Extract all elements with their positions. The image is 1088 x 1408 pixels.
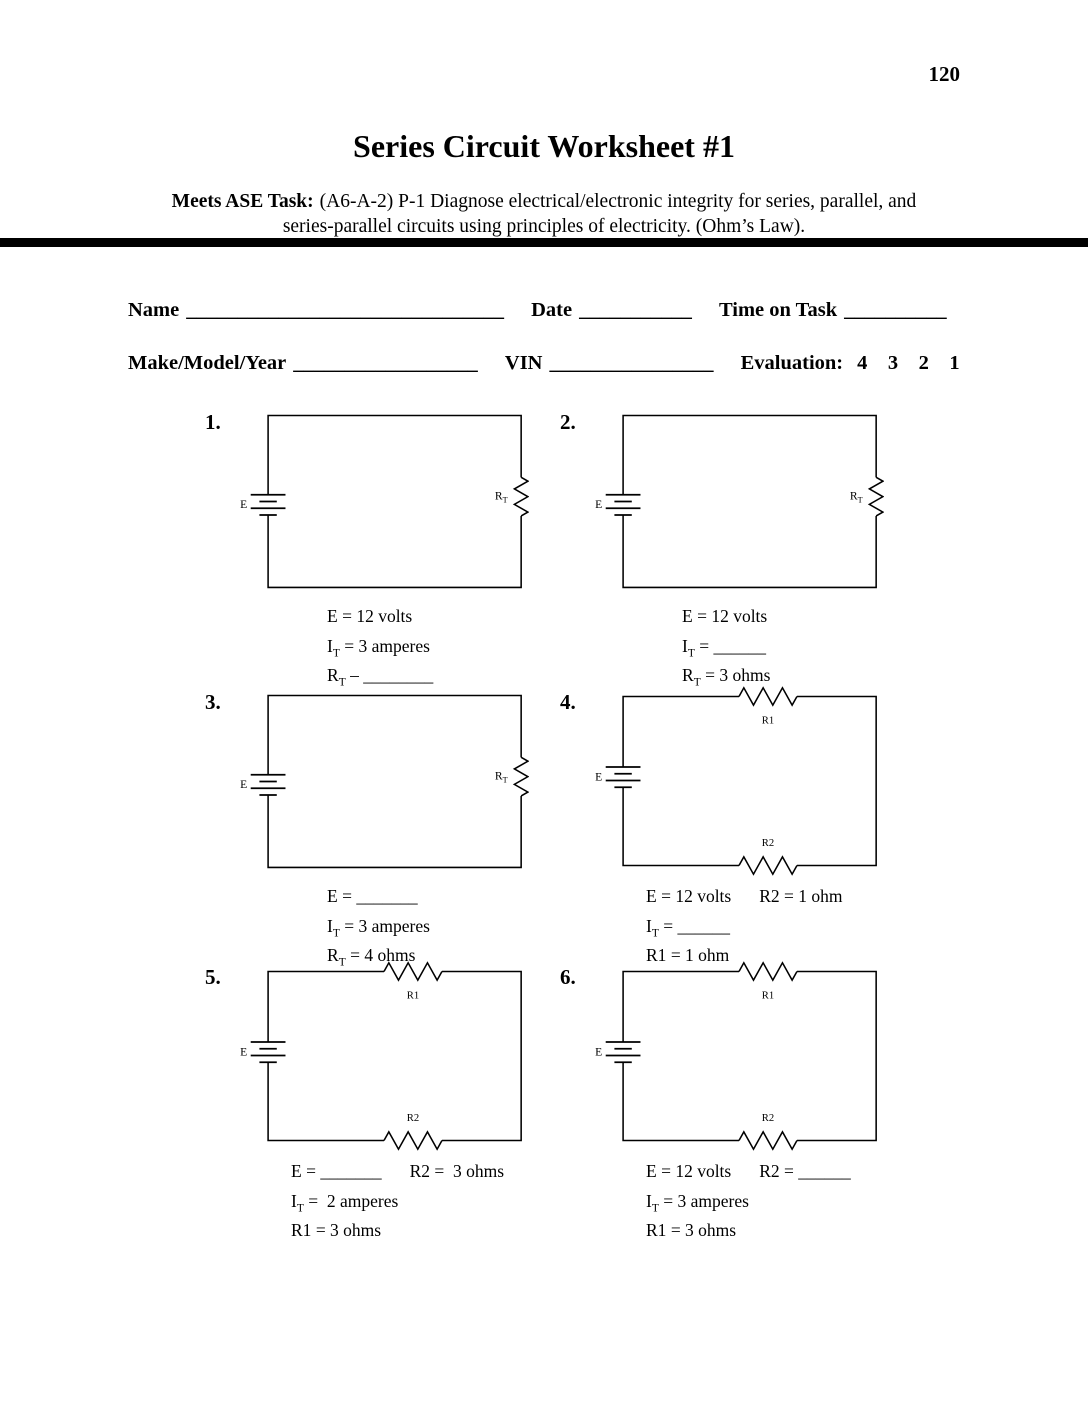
circuit-wire	[268, 696, 521, 868]
resistor-r2-label: R2	[406, 1113, 420, 1125]
circuit-3-diagram	[239, 682, 529, 880]
given-sub: T	[296, 1202, 304, 1214]
given-pre: R	[327, 945, 339, 965]
ase-task-line-1	[0, 189, 1088, 214]
given-pre: E	[327, 886, 338, 906]
circuit-2-givens	[682, 605, 915, 694]
resistor-r2-symbol	[739, 1132, 797, 1149]
ase-task-block	[0, 189, 1088, 239]
circuit-1-number: 1.	[205, 410, 221, 434]
given-post: – ________	[345, 665, 434, 685]
resistor-r1-symbol	[384, 963, 442, 980]
worksheet-title: Series Circuit Worksheet #1	[353, 128, 735, 164]
battery-symbol	[606, 495, 641, 515]
circuit-wire	[268, 416, 521, 588]
name-label: Name	[128, 299, 180, 321]
given-sub: T	[338, 956, 346, 969]
circuit-cell-5	[205, 957, 560, 1249]
circuit-6-number: 6.	[560, 965, 576, 989]
ase-task-text: (A6-A-2) P-1 Diagnose electrical/electronic integrity for series, parallel, and	[319, 191, 917, 212]
given-post: = 3 ohms	[311, 1220, 382, 1240]
given-pre: R1	[646, 1220, 667, 1240]
resistor-r1-label: R1	[406, 990, 420, 1002]
circuit-2-diagram	[594, 402, 884, 600]
given-pre: E	[646, 1161, 657, 1181]
resistor-r2-symbol	[739, 857, 797, 874]
given-pre: R	[682, 665, 694, 685]
circuit-row-1	[205, 402, 915, 694]
circuit-cell-2	[560, 402, 915, 694]
evaluation-scale: 4 3 2 1	[857, 352, 960, 374]
battery-label: E	[595, 770, 603, 784]
given-post: = 3 amperes	[658, 1190, 749, 1211]
resistor-r2-label: R2	[761, 1113, 775, 1125]
circuit-cell-1	[205, 402, 560, 694]
given-post: = 2 amperes	[303, 1190, 399, 1211]
given-post: = 3 ohms	[700, 665, 771, 685]
given-line	[327, 605, 560, 635]
given-line	[646, 1160, 915, 1190]
date-blank[interactable]: ___________	[579, 299, 692, 321]
given-sub: T	[332, 927, 340, 939]
page-number: 120	[928, 62, 960, 86]
circuit-wire	[623, 971, 876, 1140]
given-line	[291, 1219, 560, 1249]
circuit-cell-3	[205, 682, 560, 974]
circuit-6-givens	[646, 1160, 915, 1249]
circuit-wire	[268, 971, 521, 1140]
circuit-row-3	[205, 957, 915, 1249]
battery-label: E	[595, 1045, 603, 1059]
given-sub: T	[651, 1202, 659, 1214]
resistor-r1-symbol	[739, 688, 797, 705]
given-sub: T	[332, 647, 340, 659]
circuit-wire	[623, 696, 876, 865]
given-pre: I	[646, 1190, 652, 1211]
given-extra: R2 = 1 ohm	[759, 886, 843, 906]
time-on-task-label: Time on Task	[718, 299, 838, 321]
given-extra: R2 = 3 ohms	[409, 1161, 505, 1181]
resistor-r1-label: R1	[761, 715, 775, 727]
resistor-r1-symbol	[739, 963, 797, 980]
circuit-wire	[623, 416, 876, 588]
given-post: = 12 volts	[656, 1161, 732, 1181]
battery-symbol	[606, 1042, 641, 1062]
given-sub: T	[687, 647, 695, 659]
resistor-rt-symbol	[514, 477, 528, 516]
battery-symbol	[251, 775, 286, 795]
make-model-year-label: Make/Model/Year	[128, 352, 287, 374]
ase-task-line-2: series-parallel circuits using principles of electricity. (Ohm’s Law).	[282, 216, 806, 237]
given-extra: R2 = ______	[759, 1161, 851, 1181]
circuit-4-diagram	[594, 682, 884, 880]
given-line	[682, 605, 915, 635]
resistor-rt-label: $R_T$	[494, 769, 508, 785]
given-post: = _______	[337, 886, 418, 906]
divider-bar	[0, 238, 1088, 247]
given-sub: T	[651, 927, 659, 939]
given-line	[682, 635, 915, 665]
resistor-r2-label: R2	[761, 838, 775, 850]
evaluation-label: Evaluation:	[740, 352, 844, 374]
name-blank[interactable]: _______________________________	[186, 299, 504, 321]
given-post: = 1 ohm	[666, 945, 730, 965]
given-pre: E	[327, 606, 338, 626]
battery-symbol	[251, 495, 286, 515]
given-line	[291, 1190, 560, 1220]
given-post: = ______	[694, 635, 766, 656]
circuit-4-number: 4.	[560, 690, 576, 714]
given-post: = 3 amperes	[339, 915, 430, 936]
battery-label: E	[240, 778, 248, 792]
given-sub: T	[693, 676, 701, 689]
resistor-rt-label: $R_T$	[849, 489, 863, 505]
make-model-year-blank[interactable]: __________________	[293, 352, 478, 374]
time-on-task-blank[interactable]: __________	[844, 299, 947, 321]
resistor-r2-symbol	[384, 1132, 442, 1149]
given-post: = ______	[658, 915, 730, 936]
given-post: = 4 ohms	[345, 945, 416, 965]
given-line	[327, 635, 560, 665]
given-pre: R	[327, 665, 339, 685]
given-sub: T	[338, 676, 346, 689]
resistor-rt-symbol	[514, 757, 528, 796]
battery-label: E	[595, 498, 603, 512]
given-post: = 3 amperes	[339, 635, 430, 656]
given-pre: E	[682, 606, 693, 626]
vehicle-row	[128, 352, 960, 375]
given-pre: E	[646, 886, 657, 906]
circuit-1-diagram	[239, 402, 529, 600]
given-line	[646, 1219, 915, 1249]
resistor-rt-label: $R_T$	[494, 489, 508, 505]
given-post: = 3 ohms	[666, 1220, 737, 1240]
given-pre: I	[682, 635, 688, 656]
circuit-3-number: 3.	[205, 690, 221, 714]
resistor-r1-label: R1	[761, 990, 775, 1002]
given-line	[646, 1190, 915, 1220]
resistor-rt-symbol	[869, 477, 883, 516]
given-pre: I	[327, 915, 333, 936]
given-pre: R1	[646, 945, 667, 965]
given-line	[646, 885, 915, 915]
circuit-5-number: 5.	[205, 965, 221, 989]
circuit-5-givens	[291, 1160, 560, 1249]
circuit-1-givens	[327, 605, 560, 694]
given-pre: I	[646, 915, 652, 936]
circuit-5-diagram	[239, 957, 529, 1155]
vin-label: VIN	[504, 352, 543, 374]
given-pre: R1	[291, 1220, 312, 1240]
given-pre: I	[327, 635, 333, 656]
ase-task-label: Meets ASE Task:	[171, 191, 314, 212]
battery-symbol	[251, 1042, 286, 1062]
given-post: = 12 volts	[692, 606, 768, 626]
given-line	[291, 1160, 560, 1190]
date-label: Date	[531, 299, 573, 321]
circuit-2-number: 2.	[560, 410, 576, 434]
given-post: = 12 volts	[656, 886, 732, 906]
given-post: = _______	[301, 1161, 382, 1181]
given-line	[327, 885, 560, 915]
circuit-cell-6	[560, 957, 915, 1249]
battery-label: E	[240, 1045, 248, 1059]
battery-label: E	[240, 498, 248, 512]
given-pre: E	[291, 1161, 302, 1181]
name-date-row	[128, 299, 947, 322]
given-post: = 12 volts	[337, 606, 413, 626]
given-line	[646, 915, 915, 945]
vin-blank[interactable]: ________________	[549, 352, 714, 374]
given-line	[327, 915, 560, 945]
battery-symbol	[606, 767, 641, 787]
circuit-row-2	[205, 682, 915, 974]
given-pre: I	[291, 1190, 297, 1211]
circuit-6-diagram	[594, 957, 884, 1155]
circuit-cell-4	[560, 682, 915, 974]
